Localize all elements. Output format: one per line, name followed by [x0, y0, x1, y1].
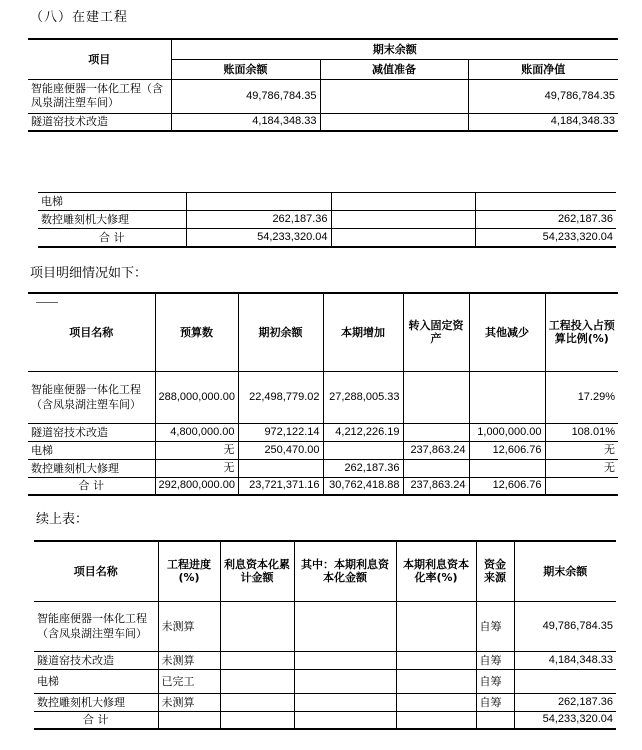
table-row-total: [34, 711, 616, 729]
row-name: 数控雕刻机大修理: [38, 211, 186, 229]
cell: [220, 693, 294, 711]
cell: 数控雕刻机大修理: [28, 459, 155, 477]
row-balance: [186, 193, 331, 211]
row-impairment: [331, 211, 475, 229]
cell: [294, 693, 396, 711]
row-net: [475, 193, 616, 211]
col-header-other-decrease: 其他减少: [469, 293, 545, 371]
col-header-interest-cumulative: 利息资本化累计金额: [220, 541, 294, 601]
table-row: [34, 601, 616, 651]
cell: [323, 441, 403, 459]
row-name: 隧道窑技术改造: [28, 113, 171, 131]
col-book-balance-header: 账面余额: [171, 59, 320, 79]
table-row-total: [28, 477, 618, 495]
cell: 无: [155, 459, 238, 477]
table-row: [34, 693, 616, 711]
cell: 17.29%: [545, 371, 618, 423]
col-impairment-header: 减值准备: [320, 59, 468, 79]
row-impairment: [320, 113, 468, 131]
cell: 电梯: [28, 441, 155, 459]
col-header-fund-source: 资金来源: [476, 541, 514, 601]
cell: [469, 371, 545, 423]
cell: 自筹: [476, 669, 514, 693]
cell: 隧道窑技术改造: [28, 423, 155, 441]
cell: 智能座便器一体化工程（含凤泉湖注塑车间）: [28, 371, 155, 423]
col-project-header: 项目: [28, 39, 171, 79]
row-balance: 4,184,348.33: [171, 113, 320, 131]
cell: 智能座便器一体化工程（含凤泉湖注塑车间）: [34, 601, 158, 651]
table-row: [34, 651, 616, 669]
table-row: [38, 193, 616, 211]
table-row: [28, 371, 618, 423]
cell: [514, 669, 616, 693]
cell: 未测算: [158, 651, 220, 669]
cell: 1,000,000.00: [469, 423, 545, 441]
cell: 22,498,779.02: [238, 371, 323, 423]
cell: 隧道窑技术改造: [34, 651, 158, 669]
col-period-end-header: 期末余额: [171, 39, 618, 59]
cell: 自筹: [476, 601, 514, 651]
cell: 合 计: [34, 711, 158, 729]
cell: 12,606.76: [469, 477, 545, 495]
cell: 262,187.36: [323, 459, 403, 477]
cell: [294, 601, 396, 651]
cell: [238, 459, 323, 477]
cell: [220, 669, 294, 693]
col-header-project-name: 项目名称: [34, 541, 158, 601]
cell: [396, 651, 476, 669]
row-balance: 49,786,784.35: [171, 79, 320, 113]
detail-table: [28, 292, 618, 496]
cell: 无: [155, 441, 238, 459]
row-impairment: [331, 229, 475, 247]
table-row-total: [38, 229, 616, 247]
section-title: （八）在建工程: [30, 10, 129, 25]
cell: 250,470.00: [238, 441, 323, 459]
col-header-interest-current: 其中：本期利息资本化金额: [294, 541, 396, 601]
cell: [469, 459, 545, 477]
row-net: 49,786,784.35: [468, 79, 618, 113]
cell: 49,786,784.35: [514, 601, 616, 651]
row-net: 262,187.36: [475, 211, 616, 229]
col-header-interest-rate: 本期利息资本化率(%): [396, 541, 476, 601]
cell: 4,800,000.00: [155, 423, 238, 441]
continued-title: 续上表：: [36, 512, 89, 527]
col-net-header: 账面净值: [468, 59, 618, 79]
cell: [396, 601, 476, 651]
cell: [403, 459, 469, 477]
construction-table-lower: [38, 192, 616, 248]
cell: 合 计: [28, 477, 155, 495]
row-net: 4,184,348.33: [468, 113, 618, 131]
cell: 288,000,000.00: [155, 371, 238, 423]
table-row: [28, 113, 618, 131]
cell: [403, 371, 469, 423]
cell: 已完工: [158, 669, 220, 693]
continued-table: [34, 540, 616, 730]
cell: [545, 477, 618, 495]
cell: 27,288,005.33: [323, 371, 403, 423]
cell: 972,122.14: [238, 423, 323, 441]
row-net: 54,233,320.04: [475, 229, 616, 247]
cell: [158, 711, 220, 729]
cell: [220, 601, 294, 651]
detail-title: 项目明细情况如下：: [30, 266, 148, 281]
cell: [396, 711, 476, 729]
cell: [294, 669, 396, 693]
table-row: [38, 211, 616, 229]
table-row: [28, 79, 618, 113]
table-row: [28, 441, 618, 459]
cell: [294, 651, 396, 669]
table-row: [28, 459, 618, 477]
cell: 108.01%: [545, 423, 618, 441]
cell: 无: [545, 459, 618, 477]
cell: 262,187.36: [514, 693, 616, 711]
cell: [396, 693, 476, 711]
cell: 未测算: [158, 693, 220, 711]
table-row: [34, 669, 616, 693]
cell: [220, 711, 294, 729]
col-header-project-name: 项目名称: [28, 293, 155, 371]
row-name: 智能座便器一体化工程（含凤泉湖注塑车间）: [28, 79, 171, 113]
cell: 数控雕刻机大修理: [34, 693, 158, 711]
cell: 未测算: [158, 601, 220, 651]
col-header-opening: 期初余额: [238, 293, 323, 371]
col-header-budget: 预算数: [155, 293, 238, 371]
row-name: 电梯: [38, 193, 186, 211]
row-impairment: [320, 79, 468, 113]
decorative-rule: [36, 302, 58, 303]
cell: 自筹: [476, 693, 514, 711]
cell: 292,800,000.00: [155, 477, 238, 495]
row-impairment: [331, 193, 475, 211]
cell: [220, 651, 294, 669]
cell: 4,184,348.33: [514, 651, 616, 669]
cell: 自筹: [476, 651, 514, 669]
construction-table-upper: [28, 38, 618, 132]
cell: 无: [545, 441, 618, 459]
row-name: 合 计: [38, 229, 186, 247]
col-header-closing-balance: 期末余额: [514, 541, 616, 601]
cell: 54,233,320.04: [514, 711, 616, 729]
cell: [476, 711, 514, 729]
row-balance: 54,233,320.04: [186, 229, 331, 247]
col-header-to-fixed-assets: 转入固定资产: [403, 293, 469, 371]
col-header-progress: 工程进度(%): [158, 541, 220, 601]
row-balance: 262,187.36: [186, 211, 331, 229]
col-header-budget-ratio: 工程投入占预算比例(%): [545, 293, 618, 371]
table-row: [28, 423, 618, 441]
cell: [403, 423, 469, 441]
cell: 电梯: [34, 669, 158, 693]
cell: 30,762,418.88: [323, 477, 403, 495]
cell: 237,863.24: [403, 477, 469, 495]
cell: 23,721,371.16: [238, 477, 323, 495]
cell: [396, 669, 476, 693]
col-header-increase: 本期增加: [323, 293, 403, 371]
cell: [294, 711, 396, 729]
cell: 237,863.24: [403, 441, 469, 459]
cell: 12,606.76: [469, 441, 545, 459]
cell: 4,212,226.19: [323, 423, 403, 441]
